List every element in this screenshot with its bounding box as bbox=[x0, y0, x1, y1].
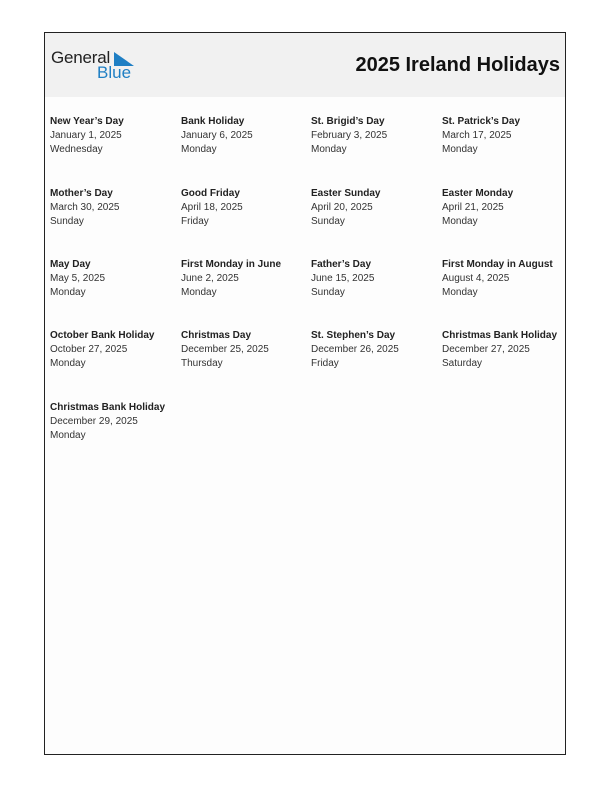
holiday-weekday: Monday bbox=[181, 287, 217, 299]
holiday-name: Father’s Day bbox=[311, 259, 372, 270]
holiday-date: December 26, 2025 bbox=[311, 344, 399, 356]
holiday-entry bbox=[311, 115, 439, 158]
holiday-entry bbox=[442, 329, 570, 372]
holiday-weekday: Monday bbox=[311, 144, 347, 156]
holiday-weekday: Wednesday bbox=[50, 144, 103, 156]
holiday-entry bbox=[181, 258, 309, 301]
holiday-name: Christmas Day bbox=[181, 330, 252, 341]
holiday-entry bbox=[181, 187, 309, 230]
holiday-weekday: Sunday bbox=[311, 287, 345, 299]
holiday-weekday: Monday bbox=[442, 287, 478, 299]
page-title: 2025 Ireland Holidays bbox=[355, 54, 560, 76]
holiday-date: March 30, 2025 bbox=[50, 202, 120, 214]
holiday-name: May Day bbox=[50, 259, 91, 270]
holiday-name: Christmas Bank Holiday bbox=[442, 330, 558, 341]
holiday-weekday: Saturday bbox=[442, 358, 483, 370]
holiday-date: April 20, 2025 bbox=[311, 202, 373, 214]
holiday-date: February 3, 2025 bbox=[311, 130, 388, 142]
holiday-weekday: Monday bbox=[442, 144, 478, 156]
header bbox=[45, 33, 565, 97]
logo-word-general: General bbox=[51, 48, 111, 67]
holiday-entry bbox=[50, 187, 178, 230]
holiday-name: Easter Sunday bbox=[311, 188, 381, 199]
holiday-name: St. Stephen’s Day bbox=[311, 330, 396, 341]
holiday-date: June 2, 2025 bbox=[181, 273, 239, 285]
holiday-date: March 17, 2025 bbox=[442, 130, 512, 142]
holiday-date: January 1, 2025 bbox=[50, 130, 122, 142]
holiday-weekday: Monday bbox=[442, 216, 478, 228]
holiday-weekday: Monday bbox=[181, 144, 217, 156]
holiday-date: May 5, 2025 bbox=[50, 273, 106, 285]
page-frame bbox=[44, 32, 566, 755]
holiday-name: Christmas Bank Holiday bbox=[50, 402, 166, 413]
holiday-date: August 4, 2025 bbox=[442, 273, 510, 285]
holiday-weekday: Monday bbox=[50, 287, 86, 299]
holiday-name: Bank Holiday bbox=[181, 116, 245, 127]
holiday-weekday: Thursday bbox=[181, 358, 223, 370]
holiday-date: April 21, 2025 bbox=[442, 202, 504, 214]
holiday-date: December 25, 2025 bbox=[181, 344, 269, 356]
holiday-entry bbox=[442, 115, 570, 158]
holiday-name: Easter Monday bbox=[442, 188, 514, 199]
holiday-entry bbox=[50, 258, 178, 301]
holiday-weekday: Friday bbox=[181, 216, 209, 228]
holiday-weekday: Monday bbox=[50, 430, 86, 442]
holiday-entry bbox=[442, 187, 570, 230]
holiday-name: New Year’s Day bbox=[50, 116, 124, 127]
holiday-weekday: Sunday bbox=[50, 216, 84, 228]
holiday-date: June 15, 2025 bbox=[311, 273, 375, 285]
holiday-name: First Monday in June bbox=[181, 259, 282, 270]
holiday-entry bbox=[311, 187, 439, 230]
holiday-entry bbox=[181, 115, 309, 158]
holiday-weekday: Monday bbox=[50, 358, 86, 370]
holiday-date: December 29, 2025 bbox=[50, 416, 138, 428]
holiday-entry bbox=[50, 329, 178, 372]
holiday-weekday: Friday bbox=[311, 358, 339, 370]
holiday-entry bbox=[311, 329, 439, 372]
holiday-weekday: Sunday bbox=[311, 216, 345, 228]
holiday-date: January 6, 2025 bbox=[181, 130, 253, 142]
logo-word-blue: Blue bbox=[97, 63, 132, 82]
holiday-entry bbox=[50, 115, 178, 158]
holiday-name: Good Friday bbox=[181, 188, 240, 199]
holiday-entry bbox=[311, 258, 439, 301]
holiday-entry bbox=[181, 329, 309, 372]
holiday-name: St. Patrick’s Day bbox=[442, 116, 521, 127]
holiday-name: Mother’s Day bbox=[50, 188, 113, 199]
holiday-name: October Bank Holiday bbox=[50, 330, 155, 341]
holiday-date: April 18, 2025 bbox=[181, 202, 243, 214]
holiday-entry bbox=[50, 401, 178, 444]
holiday-name: First Monday in August bbox=[442, 259, 553, 270]
holiday-date: October 27, 2025 bbox=[50, 344, 128, 356]
generalblue-logo bbox=[51, 48, 141, 82]
holiday-date: December 27, 2025 bbox=[442, 344, 530, 356]
holiday-name: St. Brigid’s Day bbox=[311, 116, 385, 127]
holiday-entry bbox=[442, 258, 570, 301]
